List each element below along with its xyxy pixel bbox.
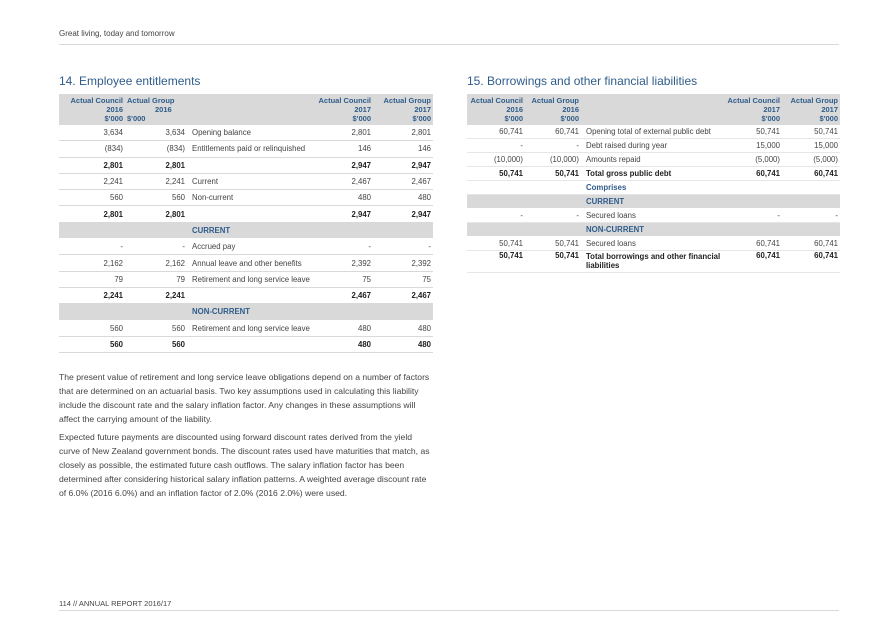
header-line: Actual Group xyxy=(531,96,579,105)
page-footer: 114 // ANNUAL REPORT 2016/17 xyxy=(59,599,172,608)
cell-council-2016: 2,162 xyxy=(59,255,125,271)
cell-group-2016: 50,741 xyxy=(525,237,581,251)
header-line: 2016 xyxy=(562,105,579,114)
cell-council-2017: 480 xyxy=(313,336,373,352)
cell-group-2017: - xyxy=(373,239,433,255)
cell-group-2016: 560 xyxy=(125,190,187,206)
table-row-total xyxy=(467,167,840,181)
cell-council-2016 xyxy=(467,195,525,209)
cell-label: Annual leave and other benefits xyxy=(187,255,313,271)
cell-group-2017 xyxy=(373,222,433,238)
cell-label: Amounts repaid xyxy=(581,153,724,167)
cell-group-2016 xyxy=(525,181,581,195)
cell-group-2016: 2,801 xyxy=(125,157,187,173)
header-line: 2016 xyxy=(506,105,523,114)
cell-group-2016: 2,241 xyxy=(125,287,187,303)
cell-council-2016 xyxy=(59,222,125,238)
cell-council-2017: 2,467 xyxy=(313,173,373,189)
header-council-2016 xyxy=(467,94,525,125)
header-council-2017 xyxy=(313,94,373,125)
header-label-col xyxy=(187,94,313,125)
cell-group-2017: 75 xyxy=(373,271,433,287)
header-group-2016 xyxy=(125,94,187,125)
header-line: Actual Council xyxy=(318,96,371,105)
cell-council-2017: 480 xyxy=(313,320,373,336)
subheading-comprises: Comprises xyxy=(581,181,724,195)
cell-council-2017: 2,467 xyxy=(313,287,373,303)
table-subheading-row xyxy=(467,195,840,209)
running-header: Great living, today and tomorrow xyxy=(59,29,175,38)
cell-label xyxy=(187,287,313,303)
cell-council-2016: 560 xyxy=(59,190,125,206)
cell-group-2017: 60,741 xyxy=(782,237,840,251)
footer-divider xyxy=(59,610,839,611)
header-line: $'000 xyxy=(504,114,523,123)
cell-group-2017: 50,741 xyxy=(782,125,840,139)
cell-council-2016 xyxy=(59,304,125,320)
cell-group-2016: (834) xyxy=(125,141,187,157)
cell-group-2017: 2,392 xyxy=(373,255,433,271)
cell-council-2016: 2,801 xyxy=(59,157,125,173)
header-line: $'000 xyxy=(412,114,431,123)
cell-council-2017: (5,000) xyxy=(724,153,782,167)
cell-council-2017: 146 xyxy=(313,141,373,157)
cell-council-2016: 50,741 xyxy=(467,237,525,251)
cell-group-2017: 480 xyxy=(373,190,433,206)
cell-label: Secured loans xyxy=(581,209,724,223)
cell-group-2016: 3,634 xyxy=(125,125,187,141)
cell-group-2016: - xyxy=(125,239,187,255)
cell-group-2017: 480 xyxy=(373,320,433,336)
table-row xyxy=(467,139,840,153)
cell-council-2016 xyxy=(467,223,525,237)
table-row-total xyxy=(59,157,433,173)
header-group-2017 xyxy=(373,94,433,125)
table-row xyxy=(59,173,433,189)
cell-label: Retirement and long service leave xyxy=(187,320,313,336)
cell-group-2016 xyxy=(125,222,187,238)
cell-group-2016: 79 xyxy=(125,271,187,287)
cell-group-2016: (10,000) xyxy=(525,153,581,167)
cell-council-2016: 60,741 xyxy=(467,125,525,139)
cell-council-2017: - xyxy=(724,209,782,223)
table-row xyxy=(59,320,433,336)
cell-label: Current xyxy=(187,173,313,189)
table-row xyxy=(59,239,433,255)
header-divider xyxy=(59,44,839,45)
cell-group-2016: 2,162 xyxy=(125,255,187,271)
table-subheading-row xyxy=(59,222,433,238)
header-label-col xyxy=(581,94,724,125)
cell-label: Total gross public debt xyxy=(581,167,724,181)
cell-label: Total borrowings and other financial liabilities xyxy=(581,251,724,273)
header-line: Actual Council xyxy=(470,96,523,105)
subheading-current: CURRENT xyxy=(187,222,313,238)
cell-group-2016: 50,741 xyxy=(525,167,581,181)
subheading-non-current: NON-CURRENT xyxy=(581,223,724,237)
table-row xyxy=(467,209,840,223)
header-group-2016 xyxy=(525,94,581,125)
table-header-row xyxy=(467,94,840,125)
cell-council-2016: 50,741 xyxy=(467,167,525,181)
cell-group-2016: - xyxy=(525,209,581,223)
cell-label xyxy=(187,157,313,173)
cell-group-2016: 60,741 xyxy=(525,125,581,139)
header-line: 2016 xyxy=(155,105,172,114)
cell-group-2016 xyxy=(125,304,187,320)
table-row-total xyxy=(59,206,433,222)
cell-council-2017: 2,947 xyxy=(313,157,373,173)
header-line: $'000 xyxy=(560,114,579,123)
cell-council-2016: 50,741 xyxy=(467,251,525,273)
table-row xyxy=(59,141,433,157)
table-row xyxy=(59,125,433,141)
cell-group-2016: 560 xyxy=(125,320,187,336)
header-line: Actual Group xyxy=(383,96,431,105)
header-line: $'000 xyxy=(761,114,780,123)
cell-group-2017 xyxy=(782,195,840,209)
cell-label: Secured loans xyxy=(581,237,724,251)
cell-council-2017: - xyxy=(313,239,373,255)
header-line: Actual Group xyxy=(127,96,175,105)
header-line: $'000 xyxy=(104,114,123,123)
header-line: 2017 xyxy=(821,105,838,114)
header-line: Actual Group xyxy=(790,96,838,105)
cell-group-2017: 146 xyxy=(373,141,433,157)
header-line: Actual Council xyxy=(727,96,780,105)
cell-group-2017 xyxy=(373,304,433,320)
cell-council-2016: 2,241 xyxy=(59,173,125,189)
cell-council-2017 xyxy=(724,195,782,209)
cell-group-2016: 2,801 xyxy=(125,206,187,222)
cell-label: Accrued pay xyxy=(187,239,313,255)
cell-label: Non-current xyxy=(187,190,313,206)
cell-council-2016: 79 xyxy=(59,271,125,287)
cell-council-2016: 2,801 xyxy=(59,206,125,222)
paragraph-discount-rates: Expected future payments are discounted using forward discount rates derived from the yield curve of New Zealand government bonds. The discount rates used have maturities that match, as closely as possible, the estimated future cash outflows. The salary inflation factor has been determined after considering historical salary inflation patterns. A weighted average discount rate of 6.0% (2016 6.0%) and an inflation factor of 2.0% (2016 2.0%) were used. xyxy=(59,432,430,498)
cell-council-2017: 75 xyxy=(313,271,373,287)
table-header-row xyxy=(59,94,433,125)
cell-label xyxy=(187,206,313,222)
cell-group-2016 xyxy=(525,195,581,209)
header-council-2016 xyxy=(59,94,125,125)
cell-group-2017: 2,947 xyxy=(373,206,433,222)
cell-group-2017: (5,000) xyxy=(782,153,840,167)
cell-group-2016: 50,741 xyxy=(525,251,581,273)
cell-group-2017: 15,000 xyxy=(782,139,840,153)
cell-label: Entitlements paid or relinquished xyxy=(187,141,313,157)
table-row xyxy=(59,271,433,287)
table-row xyxy=(59,255,433,271)
cell-council-2017 xyxy=(724,223,782,237)
header-line: $'000 xyxy=(352,114,371,123)
header-line: $'000 xyxy=(127,114,146,123)
header-line: 2017 xyxy=(354,105,371,114)
cell-label: Debt raised during year xyxy=(581,139,724,153)
cell-group-2017: 60,741 xyxy=(782,167,840,181)
cell-group-2016: - xyxy=(525,139,581,153)
section-14-title: 14. Employee entitlements xyxy=(59,74,201,88)
header-line: 2016 xyxy=(106,105,123,114)
table-row xyxy=(467,237,840,251)
header-council-2017 xyxy=(724,94,782,125)
cell-council-2017: 50,741 xyxy=(724,125,782,139)
cell-council-2016: 560 xyxy=(59,320,125,336)
table-row-total xyxy=(467,251,840,273)
table-row xyxy=(467,153,840,167)
header-line: Actual Council xyxy=(70,96,123,105)
cell-group-2017: 2,467 xyxy=(373,173,433,189)
cell-council-2017 xyxy=(313,304,373,320)
table-row xyxy=(467,125,840,139)
cell-council-2017: 2,947 xyxy=(313,206,373,222)
borrowings-table xyxy=(467,94,840,273)
table-comprises-row xyxy=(467,181,840,195)
cell-council-2017: 60,741 xyxy=(724,167,782,181)
header-line: $'000 xyxy=(819,114,838,123)
cell-council-2017: 2,392 xyxy=(313,255,373,271)
cell-label: Retirement and long service leave xyxy=(187,271,313,287)
table-row-total xyxy=(59,287,433,303)
cell-council-2016: 2,241 xyxy=(59,287,125,303)
cell-council-2017: 15,000 xyxy=(724,139,782,153)
section-15-title: 15. Borrowings and other financial liabilities xyxy=(467,74,698,88)
header-group-2017 xyxy=(782,94,840,125)
cell-group-2017: 2,947 xyxy=(373,157,433,173)
table-row-total xyxy=(59,336,433,352)
cell-group-2017: 2,467 xyxy=(373,287,433,303)
table-row xyxy=(59,190,433,206)
cell-group-2016: 2,241 xyxy=(125,173,187,189)
cell-council-2016: (10,000) xyxy=(467,153,525,167)
cell-council-2016: - xyxy=(467,209,525,223)
cell-group-2017: 60,741 xyxy=(782,251,840,273)
table-subheading-row xyxy=(59,304,433,320)
cell-council-2016: 3,634 xyxy=(59,125,125,141)
cell-council-2017: 2,801 xyxy=(313,125,373,141)
cell-council-2017: 60,741 xyxy=(724,237,782,251)
header-line: 2017 xyxy=(763,105,780,114)
cell-council-2017 xyxy=(724,181,782,195)
cell-label xyxy=(187,336,313,352)
cell-group-2016: 560 xyxy=(125,336,187,352)
subheading-current: CURRENT xyxy=(581,195,724,209)
cell-council-2017 xyxy=(313,222,373,238)
employee-entitlements-table xyxy=(59,94,433,353)
cell-group-2017: 2,801 xyxy=(373,125,433,141)
cell-label: Opening balance xyxy=(187,125,313,141)
cell-group-2017: 480 xyxy=(373,336,433,352)
cell-council-2016: (834) xyxy=(59,141,125,157)
subheading-non-current: NON-CURRENT xyxy=(187,304,313,320)
paragraph-actuarial-basis: The present value of retirement and long service leave obligations depend on a number of factors that are determined on an actuarial basis. Two key assumptions used in calculating this liability include the discount rate and the salary inflation factor. Any changes in these assumptions will affect the carrying amount of the liability. xyxy=(59,372,430,424)
cell-council-2016: - xyxy=(467,139,525,153)
cell-council-2016: 560 xyxy=(59,336,125,352)
cell-group-2017: - xyxy=(782,209,840,223)
cell-group-2016 xyxy=(525,223,581,237)
cell-group-2017 xyxy=(782,223,840,237)
header-line: 2017 xyxy=(414,105,431,114)
cell-council-2016: - xyxy=(59,239,125,255)
cell-group-2017 xyxy=(782,181,840,195)
cell-label: Opening total of external public debt xyxy=(581,125,724,139)
cell-council-2017: 480 xyxy=(313,190,373,206)
table-subheading-row xyxy=(467,223,840,237)
cell-council-2017: 60,741 xyxy=(724,251,782,273)
cell-council-2016 xyxy=(467,181,525,195)
